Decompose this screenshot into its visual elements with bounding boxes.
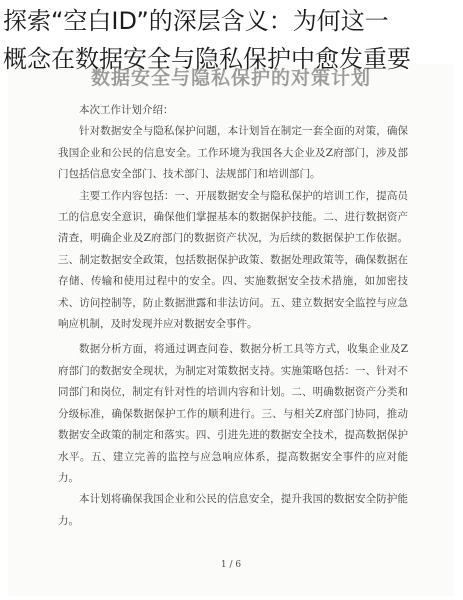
intro-heading: 本次工作计划介绍： [79,104,174,116]
headline [0,2,463,78]
document-body [58,100,408,532]
document-page [8,64,454,596]
headline-line-1: 探索“空白ID”的深层含义：为何这一 [3,7,389,35]
document-title: 数据安全与隐私保护的对策计划 [90,67,371,89]
paragraph-2: 主要工作内容包括：一、开展数据安全与隐私保护的培训工作，提高员工的信息安全意识，确保他们掌握基本的数据保护技能。二、进行数据资产清查，明确企业及Z府部门的数据资产状况，为后续的数据保护工作依据。三、制定数据安全政策，包括数据保护政策、数据处理政策等，确保数据在存储、传输和使用过程中的安全。四、实施数据安全技术措施，如加密技术、访问控制等，防止数据泄露和非法访问。五、建立数据安全监控与应急响应机制，及时发现并应对数据安全事件。 [58,189,408,331]
page-number: 1 / 6 [220,560,242,570]
paragraph-3: 数据分析方面，将通过调查问卷、数据分析工具等方式，收集企业及Z府部门的数据安全现状，为制定对策数据支持。实施策略包括：一、针对不同部门和岗位，制定有针对性的培训内容和计划。二、明确数据资产分类和分级标准，确保数据保护工作的顺利进行。三、与相关Z府部门协同，推动数据安全政策的制定和落实。四、引进先进的数据安全技术，提高数据保护水平。五、建立完善的监控与应急响应体系，提高数据安全事件的应对能力。 [58,343,408,484]
headline-line-2: 概念在数据安全与隐私保护中愈发重要 [3,45,411,73]
paragraph-1: 针对数据安全与隐私保护问题，本计划旨在制定一套全面的对策，确保我国企业和公民的信息安全。工作环境为我国各大企业及Z府部门，涉及部门包括信息安全部门、技术部门、法规部门和培训部门。 [58,125,408,181]
paragraph-4: 本计划将确保我国企业和公民的信息安全，提升我国的数据安全防护能力。 [58,493,408,527]
